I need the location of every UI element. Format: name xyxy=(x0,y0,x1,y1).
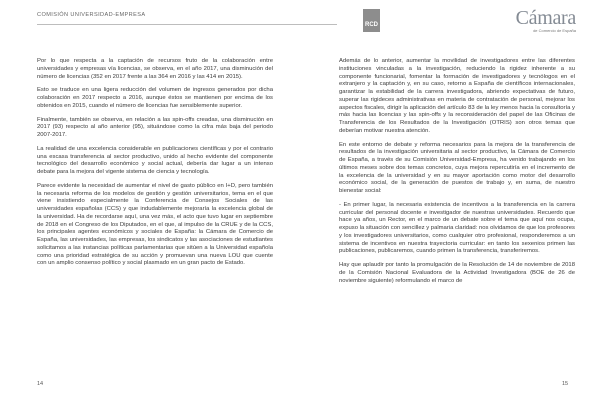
rcd-logo-text: RCD xyxy=(365,22,378,28)
header-title: COMISIÓN UNIVERSIDAD-EMPRESA xyxy=(37,12,146,18)
paragraph: Finalmente, también se observa, en relación a las spin-offs creadas, una disminución en 2017 (93) respecto al año anterior (95), situándose como la cifra más baja del periodo 2007-2017. xyxy=(37,116,273,138)
paragraph: - En primer lugar, la necesaria existencia de incentivos a la transferencia en la carrera curricular del personal docente e investigador de nuestras universidades. Recuerdo que hace ya años, un Rector, en el marco de un debate sobre el tema que aquí nos ocupa, expuso la situación con sencillez y palmaria claridad: nos olvidamos de que los profesores y los investigadores universitarios, como cualquier otro profesional, responderemos a un sistema de incentivos en nuestra trayectoria curricular: en tanto los sexenios primen las publicaciones, publicaremos, cuando primen la transferencia, transferiremos. xyxy=(339,201,575,255)
page-number-right: 15 xyxy=(562,381,569,387)
paragraph: Parece evidente la necesidad de aumentar el nivel de gasto público en I+D, pero también la necesaria reforma de los modelos de gestión y gestión universitarios, tema en el que viene insistiendo especialmente la Conferencia de Consejos Sociales de las universidades españolas (CCS) y que indudablemente mejoraría la excelencia global de la universidad. Ha de recordarse aquí, una vez más, el acto que tuvo lugar en septiembre de 2018 en el Congreso de los Diputados, en el que, al impulso de la CRUE y de la CCS, los principales agentes económicos y sociales de España: la Cámara de Comercio de España, las universidades, las empresas, los sindicatos y las asociaciones de estudiantes solicitamos a las instancias políticas parlamentarias que sitúen a la Universidad española como una prioridad estratégica de su acción y promuevan una nueva LOU que cuente con un amplio consenso político y social plasmado en un gran pacto de Estado. xyxy=(37,182,273,267)
paragraph: Hay que aplaudir por tanto la promulgación de la Resolución de 14 de noviembre de 2018 de la Comisión Nacional Evaluadora de la Actividad Investigadora (BOE de 26 de noviembre siguiente) reformulando el marco de xyxy=(339,262,575,284)
paragraph: La realidad de una excelencia considerable en publicaciones científicas y por el contrario una escasa transferencia al sector productivo, unido al hecho evidente del componente tecnológico del desarrollo económico y social actual, debería dar lugar a un intenso debate para la mejora del vigente sistema de ciencia y tecnología. xyxy=(37,145,273,175)
camara-logo-name: Cámara xyxy=(515,7,576,29)
paragraph: Además de lo anterior, aumentar la movilidad de investigadores entre las diferentes instituciones vinculadas a la investigación, reduciendo la rigidez inherente a su componente funcionarial, fomentar la formación de investigadores y tecnólogos en el extranjero y la captación y, en su caso, retorno a España de científicos internacionales, garantizar la estabilidad de la carrera investigadora, abriendo expectativas de futuro, superar las rigideces administrativas en materia de contratación de personal, mejorar los aspectos fiscales, dirigir la aplicación del artículo 83 de la ley menos hacia la consultoría y más hacia las licencias y las spin-offs y la reconsideración del papel de las Oficinas de Transferencia de los Resultados de la Investigación (OTRIS) son otros temas que deberían motivar nuestra atención. xyxy=(339,58,575,134)
camara-logo-subtitle: de Comercio de España xyxy=(533,28,576,33)
camara-logo xyxy=(514,9,576,33)
paragraph: Por lo que respecta a la captación de recursos fruto de la colaboración entre universidades y empresas vía licencias, se observa, en el año 2017, una disminución del número de licencias (352 en 2017 frente a las 364 en 2016 y las 414 en 2015). xyxy=(37,58,273,80)
left-column xyxy=(37,58,273,274)
rcd-logo xyxy=(363,9,380,32)
paragraph: En este entorno de debate y reforma necesarios para la mejora de la transferencia de resultados de la investigación universitaria al sector productivo, la Cámara de Comercio de España, a través de su Comisión Universidad-Empresa, ha venido trabajando en los últimos meses sobre dos temas concretos, cuya mejora repercutiría en el incremento de la excelencia de la universidad y en su mayor aportación como motor del desarrollo económico social, de la generación de puestos de trabajo y, en suma, de nuestro bienestar social: xyxy=(339,141,575,194)
paragraph: Esto se traduce en una ligera reducción del volumen de ingresos generados por dicha colaboración en 2017 respecto a 2016, aunque éstos se mantienen por encima de los obtenidos en 2015, cuando el número de licencias fue sensiblemente superior. xyxy=(37,87,273,109)
page-number-left: 14 xyxy=(37,381,44,387)
right-column xyxy=(339,58,575,291)
header-divider xyxy=(37,24,337,25)
